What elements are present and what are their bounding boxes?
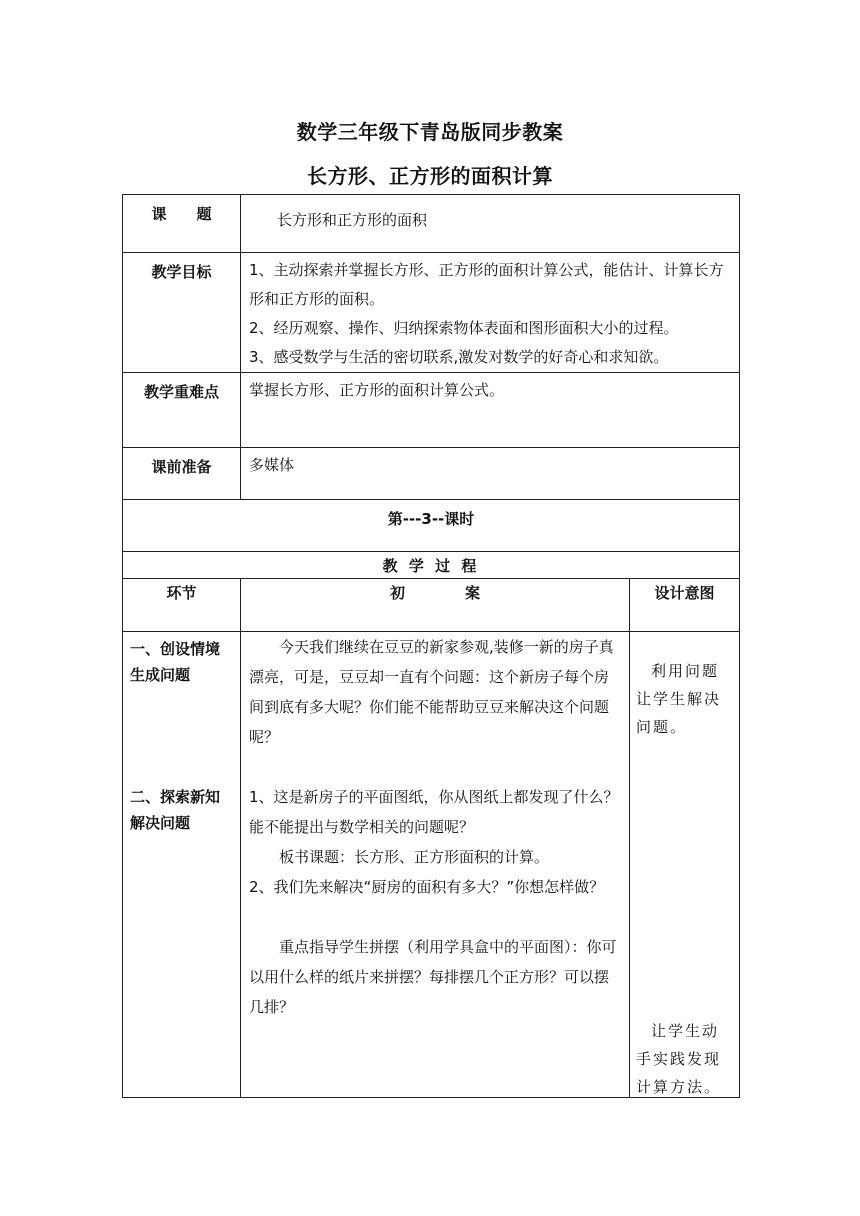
topic-label: 课 题 xyxy=(123,195,241,253)
stages-cell xyxy=(123,632,241,1098)
key-points-value: 掌握长方形、正方形的面积计算公式。 xyxy=(241,373,740,448)
goal-item: 3、感受数学与生活的密切联系,激发对数学的好奇心和求知欲。 xyxy=(249,348,669,366)
process-heading: 教 学 过 程 xyxy=(123,552,740,579)
plan-paragraph: 1、这是新房子的平面图纸，你从图纸上都发现了什么？能不能提出与数学相关的问题呢？ xyxy=(249,788,619,836)
intent-cell xyxy=(630,632,740,1098)
intent-2: 让学生动手实践发现计算方法。 xyxy=(636,1022,722,1096)
stage-1: 一、创设情境生成问题 xyxy=(130,640,221,684)
column-header-intent: 设计意图 xyxy=(630,579,740,632)
plan-cell xyxy=(241,632,630,1098)
lesson-number: 第---3--课时 xyxy=(123,500,740,552)
document-subtitle: 长方形、正方形的面积计算 xyxy=(307,164,553,188)
intent-1: 利用问题让学生解决问题。 xyxy=(636,662,722,736)
goals-cell xyxy=(241,253,740,373)
document-title: 数学三年级下青岛版同步教案 xyxy=(296,120,564,144)
topic-value: 长方形和正方形的面积 xyxy=(241,195,740,253)
plan-paragraph: 重点指导学生拼摆（利用学具盒中的平面图）：你可以用什么样的纸片来拼摆？每排摆几个正方形？可以摆几排？ xyxy=(249,938,617,1016)
lesson-plan-table xyxy=(122,194,740,1098)
goals-label: 教学目标 xyxy=(123,253,241,373)
column-header-stage: 环节 xyxy=(123,579,241,632)
preparation-label: 课前准备 xyxy=(123,448,241,500)
plan-paragraph: 今天我们继续在豆豆的新家参观,装修一新的房子真漂亮，可是，豆豆却一直有个问题：这个新房子每个房间到底有多大呢？你们能不能帮助豆豆来解决这个问题呢？ xyxy=(249,638,614,746)
key-points-label: 教学重难点 xyxy=(123,373,241,448)
preparation-value: 多媒体 xyxy=(241,448,740,500)
plan-paragraph: 2、我们先来解决“厨房的面积有多大？”你想怎样做？ xyxy=(249,878,605,896)
column-header-plan: 初 案 xyxy=(241,579,630,632)
plan-paragraph: 板书课题：长方形、正方形面积的计算。 xyxy=(279,848,550,866)
goal-item: 1、主动探索并掌握长方形、正方形的面积计算公式，能估计、计算长方形和正方形的面积。 xyxy=(249,261,724,308)
goal-item: 2、经历观察、操作、归纳探索物体表面和图形面积大小的过程。 xyxy=(249,319,679,337)
stage-2: 二、探索新知解决问题 xyxy=(130,788,221,832)
